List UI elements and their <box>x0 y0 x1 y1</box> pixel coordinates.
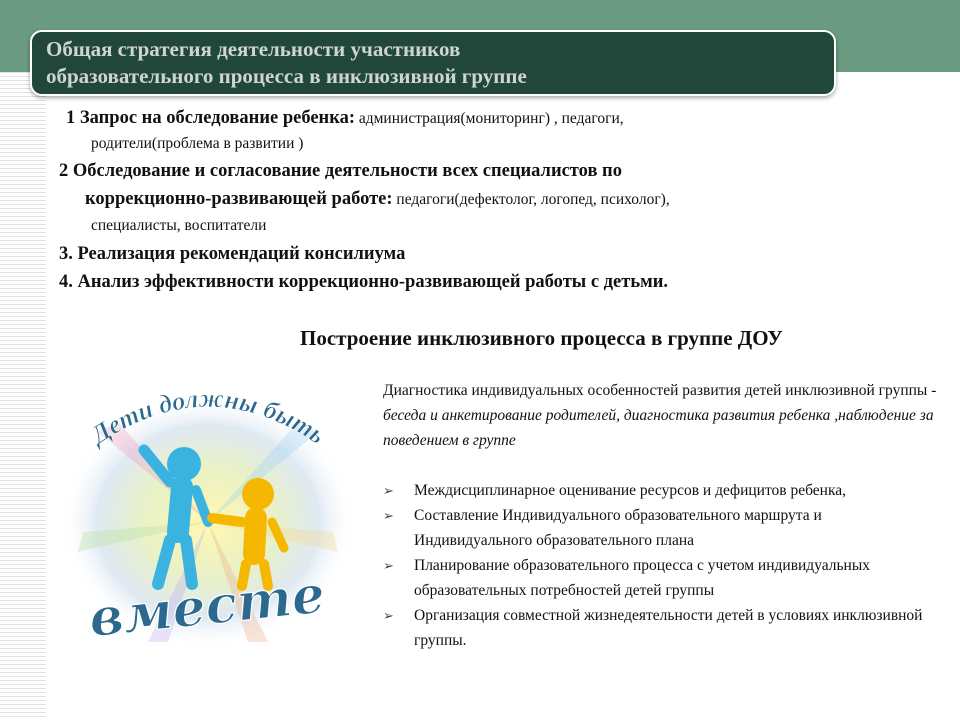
list-item <box>383 603 943 653</box>
list-item <box>383 478 943 503</box>
diagnostics-paragraph <box>383 378 943 453</box>
title-line-2: образовательного процесса в инклюзивной группе <box>46 64 527 88</box>
logo-arc-text: Дети должны быть <box>85 383 331 450</box>
diagnostics-italic: беседа и анкетирование родителей, диагностика развития ребенка ,наблюдение за поведением в группе <box>383 407 934 449</box>
title-line-1: Общая стратегия деятельности участников <box>46 37 461 61</box>
left-decorative-lines <box>0 72 46 720</box>
step-2-bold-2: коррекционно-развивающей работе: <box>85 189 393 209</box>
arrow-bullet-icon: ➢ <box>383 558 394 573</box>
step-3: 3. Реализация рекомендаций консилиума <box>59 244 406 264</box>
section-heading: Построение инклюзивного процесса в группе ДОУ <box>300 326 783 350</box>
step-2: 2 Обследование и согласование деятельности всех специалистов по <box>59 161 622 181</box>
slide-title <box>46 36 826 90</box>
bullet-list <box>383 478 943 653</box>
arrow-bullet-icon: ➢ <box>383 508 394 523</box>
diagnostics-normal: Диагностика индивидуальных особенностей развития детей инклюзивной группы - <box>383 382 937 399</box>
step-2-line-2 <box>85 187 670 212</box>
step-2-normal: педагоги(дефектолог, логопед, психолог), <box>392 191 670 208</box>
step-1-sub: родители(проблема в развитии ) <box>91 135 304 152</box>
step-1-bold: 1 Запрос на обследование ребенка: <box>66 108 355 128</box>
together-logo <box>58 372 358 652</box>
arrow-bullet-icon: ➢ <box>383 608 394 623</box>
step-1 <box>66 106 624 131</box>
arrow-bullet-icon: ➢ <box>383 483 394 498</box>
list-item <box>383 503 943 553</box>
step-2-sub: специалисты, воспитатели <box>91 217 267 234</box>
list-item-text: Составление Индивидуального образовательного маршрута и Индивидуального образовательного плана <box>414 507 822 549</box>
logo-word: вместе <box>86 563 328 650</box>
list-item <box>383 553 943 603</box>
step-4: 4. Анализ эффективности коррекционно-развивающей работы с детьми. <box>59 272 669 292</box>
list-item-text: Организация совместной жизнедеятельности детей в условиях инклюзивной группы. <box>414 607 923 649</box>
list-item-text: Междисциплинарное оценивание ресурсов и дефицитов ребенка, <box>414 482 847 499</box>
list-item-text: Планирование образовательного процесса с учетом индивидуальных образовательных потребностей детей группы <box>414 557 871 599</box>
step-1-normal: администрация(мониторинг) , педагоги, <box>354 110 624 127</box>
